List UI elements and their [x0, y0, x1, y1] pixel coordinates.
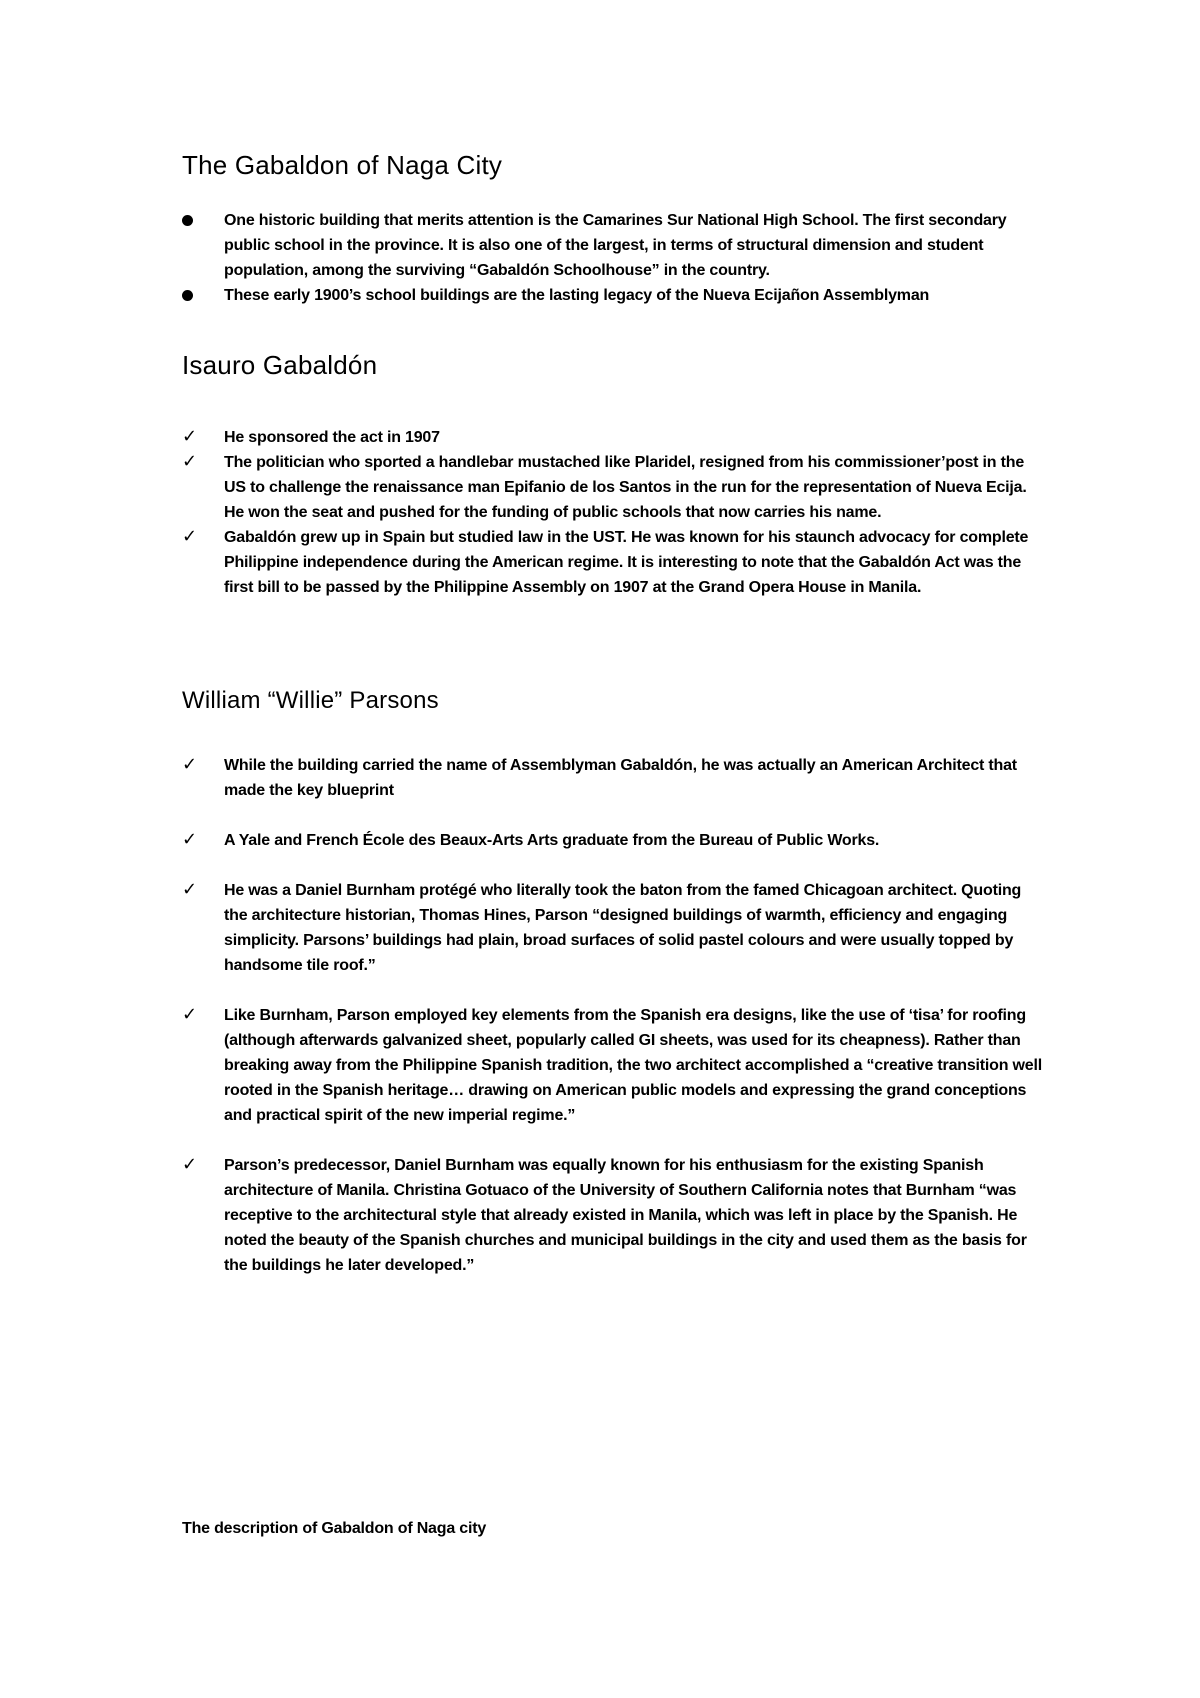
list-item — [182, 828, 1042, 853]
intro-bullet-list — [182, 208, 1042, 308]
section-heading-isauro: Isauro Gabaldón — [182, 350, 378, 380]
list-item-text: The politician who sported a handlebar mustached like Plaridel, resigned from his commissioner’post in the US to challenge the renaissance man Epifanio de los Santos in the run for the representation of Nueva Ecija. He won the seat and pushed for the funding of public schools that now carries his name. — [224, 454, 1027, 521]
checkmark-icon: ✓ — [182, 526, 197, 546]
section-heading-parsons: William “Willie” Parsons — [182, 687, 439, 714]
list-item-text: Gabaldón grew up in Spain but studied law in the UST. He was known for his staunch advocacy for complete Philippine independence during the American regime. It is interesting to note that the Gabaldón Act was the first bill to be passed by the Philippine Assembly on 1907 at the Grand Opera House in Manila. — [224, 529, 1029, 596]
list-item-text: He sponsored the act in 1907 — [224, 429, 440, 446]
list-item — [182, 1003, 1042, 1128]
list-item-text: Like Burnham, Parson employed key elements from the Spanish era designs, like the use of ‘tisa’ for roofing (although afterwards galvanized sheet, popularly called GI sheets, was used for its cheapness). Rather than breaking away from the Philippine Spanish tradition, the two architect accomplished a “creative transition well rooted in the Spanish heritage… drawing on American public models and expressing the grand conceptions and practical spirit of the new imperial regime.” — [224, 1007, 1042, 1124]
checkmark-icon: ✓ — [182, 1004, 197, 1024]
list-item — [182, 425, 1042, 450]
list-item-text: He was a Daniel Burnham protégé who literally took the baton from the famed Chicagoan architect. Quoting the architecture historian, Thomas Hines, Parson “designed buildings of warmth, efficiency and engaging simplicity. Parsons’ buildings had plain, broad surfaces of solid pastel colours and were usually topped by handsome tile roof.” — [224, 882, 1022, 974]
list-item — [182, 525, 1042, 600]
list-item-text: Parson’s predecessor, Daniel Burnham was equally known for his enthusiasm for the existing Spanish architecture of Manila. Christina Gotuaco of the University of Southern California notes that Burnham “was receptive to the architectural style that already existed in Manila, which was left in place by the Spanish. He noted the beauty of the Spanish churches and municipal buildings in the city and used them as the basis for the buildings he later developed.” — [224, 1157, 1027, 1274]
checkmark-icon: ✓ — [182, 754, 197, 774]
list-item — [182, 208, 1042, 283]
checkmark-icon: ✓ — [182, 426, 197, 446]
isauro-check-list — [182, 425, 1042, 600]
list-item — [182, 878, 1042, 978]
bullet-icon — [182, 208, 202, 234]
list-item — [182, 1153, 1042, 1278]
checkmark-icon: ✓ — [182, 1154, 197, 1174]
parsons-check-list — [182, 753, 1042, 1303]
document-caption: The description of Gabaldon of Naga city — [182, 1520, 487, 1537]
checkmark-icon: ✓ — [182, 451, 197, 471]
checkmark-icon: ✓ — [182, 879, 197, 899]
list-item — [182, 450, 1042, 525]
list-item-text: A Yale and French École des Beaux-Arts Arts graduate from the Bureau of Public Works. — [224, 832, 880, 849]
list-item-text: While the building carried the name of Assemblyman Gabaldón, he was actually an American Architect that made the key blueprint — [224, 757, 1017, 799]
document-title: The Gabaldon of Naga City — [182, 150, 503, 180]
list-item — [182, 283, 1042, 308]
list-item — [182, 753, 1042, 803]
checkmark-icon: ✓ — [182, 829, 197, 849]
list-item-text: These early 1900’s school buildings are the lasting legacy of the Nueva Ecijañon Assemblyman — [224, 287, 930, 304]
list-item-text: One historic building that merits attention is the Camarines Sur National High School. The first secondary public school in the province. It is also one of the largest, in terms of structural dimension and student population, among the surviving “Gabaldón Schoolhouse” in the country. — [224, 212, 1007, 279]
bullet-icon — [182, 283, 202, 309]
